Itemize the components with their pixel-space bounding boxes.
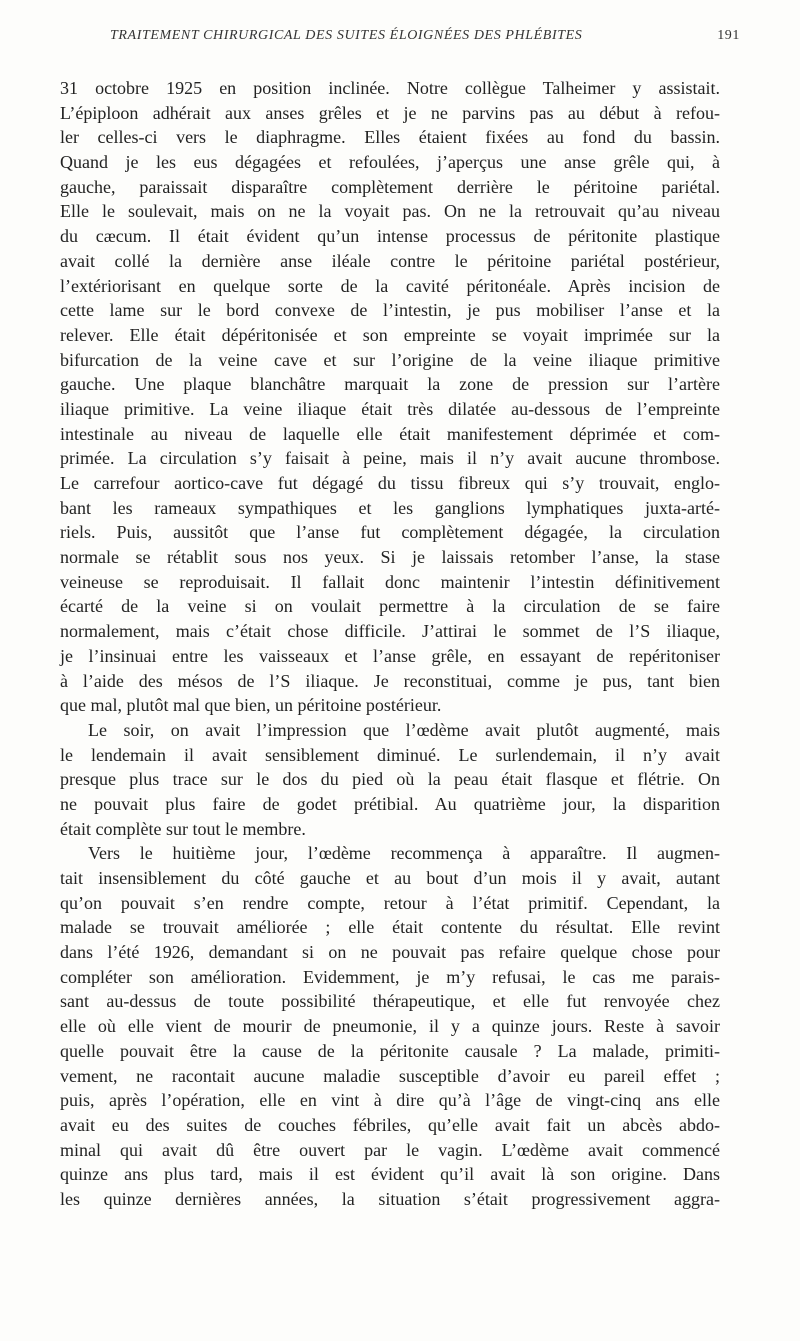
text-line: iliaque primitive. La veine iliaque était très dilatée au-dessous de l’empreinte (60, 398, 720, 419)
text-line: Elle le soulevait, mais on ne la voyait pas. On ne la retrouvait qu’au niveau (60, 201, 720, 222)
text-line: l’extériorisant en quelque sorte de la cavité péritonéale. Après incision de (60, 275, 720, 296)
page-header (60, 28, 740, 52)
text-line: du cæcum. Il était évident qu’un intense processus de péritonite plastique (60, 226, 720, 247)
body-text (60, 76, 720, 1212)
running-title: TRAITEMENT CHIRURGICAL DES SUITES ÉLOIGNÉES DES PHLÉBITES (110, 28, 583, 43)
text-line: veineuse se reproduisait. Il fallait donc maintenir l’intestin définitivement (60, 571, 720, 592)
text-line: normalement, mais c’était chose difficile. J’attirai le sommet de l’S iliaque, (60, 621, 720, 642)
text-line: sant au-dessus de toute possibilité thérapeutique, et elle fut renvoyée chez (60, 991, 720, 1012)
text-line: Le carrefour aortico-cave fut dégagé du tissu fibreux qui s’y trouvait, englo- (60, 473, 720, 493)
text-line: relever. Elle était dépéritonisée et son empreinte se voyait imprimée sur la (60, 324, 720, 345)
text-line: ne pouvait plus faire de godet prétibial. Au quatrième jour, la disparition (60, 793, 720, 814)
text-line: L’épiploon adhérait aux anses grêles et je ne parvins pas au début à refou- (60, 102, 720, 123)
text-line: tait insensiblement du côté gauche et au bout d’un mois il y avait, autant (60, 868, 720, 888)
text-line: avait collé la dernière anse iléale contre le péritoine pariétal postérieur, (60, 250, 720, 271)
text-line: qu’on pouvait s’en rendre compte, retour à l’état primitif. Cependant, la (60, 892, 720, 913)
text-line: quinze ans plus tard, mais il est évident qu’il avait là son origine. Dans (60, 1164, 720, 1185)
text-line: bant les rameaux sympathiques et les ganglions lymphatiques juxta-arté- (60, 497, 720, 518)
text-line: riels. Puis, aussitôt que l’anse fut complètement dégagée, la circulation (60, 522, 720, 543)
text-line: presque plus trace sur le dos du pied où la peau était flasque et flétrie. On (60, 769, 720, 790)
paragraph-start-line: Le soir, on avait l’impression que l’œdème avait plutôt augmenté, mais (88, 719, 720, 740)
text-line: vement, ne racontait aucune maladie susceptible d’avoir eu pareil effet ; (60, 1065, 720, 1086)
text-line: cette lame sur le bord convexe de l’intestin, je pus mobiliser l’anse et la (60, 300, 720, 321)
text-line: gauche. Une plaque blanchâtre marquait la zone de pression sur l’artère (60, 374, 720, 395)
paragraph-start-line: Vers le huitième jour, l’œdème recommença à apparaître. Il augmen- (88, 843, 720, 864)
text-line: à l’aide des mésos de l’S iliaque. Je reconstituai, comme je pus, tant bien (60, 670, 720, 691)
text-line: minal qui avait dû être ouvert par le vagin. L’œdème avait commencé (60, 1139, 720, 1160)
text-line: puis, après l’opération, elle en vint à dire qu’à l’âge de vingt-cinq ans elle (60, 1090, 720, 1111)
text-line: Quand je les eus dégagées et refoulées, j’aperçus une anse grêle qui, à (60, 152, 720, 173)
text-line: gauche, paraissait disparaître complètement derrière le péritoine pariétal. (60, 176, 720, 197)
page-number: 191 (717, 28, 740, 43)
text-line: dans l’été 1926, demandant si on ne pouvait pas refaire quelque chose pour (60, 942, 720, 963)
text-line: ler celles-ci vers le diaphragme. Elles étaient fixées au fond du bassin. (60, 127, 720, 148)
text-line: malade se trouvait améliorée ; elle était contente du résultat. Elle revint (60, 917, 720, 938)
text-line: avait eu des suites de couches fébriles, qu’elle avait fait un abcès abdo- (60, 1114, 720, 1135)
paragraph-end-line: que mal, plutôt mal que bien, un péritoine postérieur. (60, 695, 442, 716)
text-line: normale se rétablit sous nos yeux. Si je laissais retomber l’anse, la stase (60, 547, 720, 568)
text-line: intestinale au niveau de laquelle elle était manifestement déprimée et com- (60, 423, 720, 444)
text-line: écarté de la veine si on voulait permettre à la circulation de se faire (60, 596, 720, 617)
text-line: elle où elle vient de mourir de pneumonie, il y a quinze jours. Reste à savoir (60, 1016, 720, 1037)
text-line: 31 octobre 1925 en position inclinée. Notre collègue Talheimer y assistait. (60, 78, 720, 98)
text-line: primée. La circulation s’y faisait à peine, mais il n’y avait aucune thrombose. (60, 448, 720, 469)
paragraph-end-line: était complète sur tout le membre. (60, 818, 306, 839)
text-line: je l’insinuai entre les vaisseaux et l’anse grêle, en essayant de repéritoniser (60, 645, 720, 666)
text-line: les quinze dernières années, la situation s’était progressivement aggra- (60, 1188, 720, 1209)
text-line: le lendemain il avait sensiblement diminué. Le surlendemain, il n’y avait (60, 744, 720, 765)
text-line: compléter son amélioration. Evidemment, je m’y refusai, le cas me parais- (60, 966, 720, 987)
text-line: bifurcation de la veine cave et sur l’origine de la veine iliaque primitive (60, 349, 720, 370)
text-line: quelle pouvait être la cause de la péritonite causale ? La malade, primiti- (60, 1040, 720, 1061)
